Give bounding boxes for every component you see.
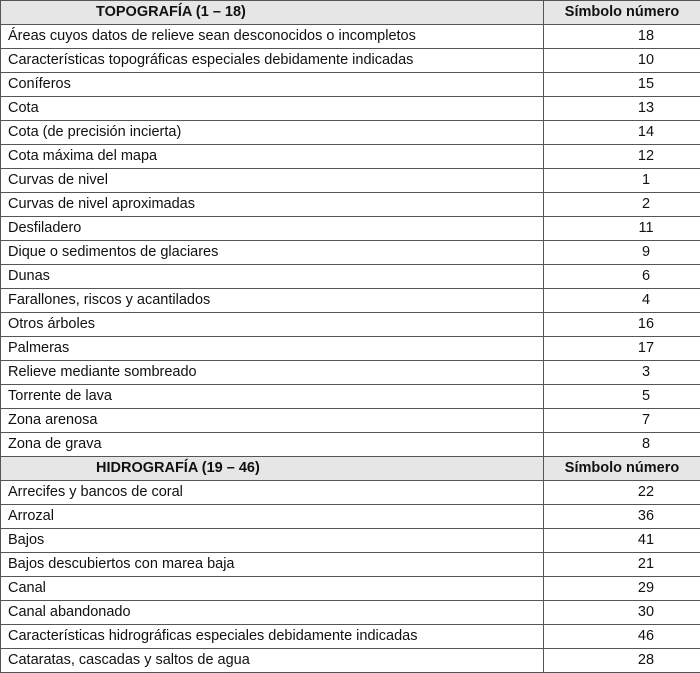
table-row <box>1 577 700 601</box>
feature-name: Cota <box>1 97 544 121</box>
table-row <box>1 241 700 265</box>
table-row <box>1 193 700 217</box>
table-row <box>1 433 700 457</box>
feature-name: Arrozal <box>1 505 544 529</box>
table-row <box>1 313 700 337</box>
section-title: TOPOGRAFÍA (1 – 18) <box>1 1 544 25</box>
symbol-number-header: Símbolo número <box>544 1 700 25</box>
feature-name: Dique o sedimentos de glaciares <box>1 241 544 265</box>
table-row <box>1 601 700 625</box>
feature-name: Zona de grava <box>1 433 544 457</box>
feature-name: Bajos descubiertos con marea baja <box>1 553 544 577</box>
feature-name: Otros árboles <box>1 313 544 337</box>
symbol-number: 3 <box>544 361 700 385</box>
symbol-number: 7 <box>544 409 700 433</box>
symbol-number: 36 <box>544 505 700 529</box>
table-row <box>1 337 700 361</box>
symbol-number: 2 <box>544 193 700 217</box>
feature-name: Cataratas, cascadas y saltos de agua <box>1 649 544 673</box>
symbol-number: 14 <box>544 121 700 145</box>
feature-name: Curvas de nivel aproximadas <box>1 193 544 217</box>
feature-name: Áreas cuyos datos de relieve sean desconocidos o incompletos <box>1 25 544 49</box>
symbol-number: 29 <box>544 577 700 601</box>
table-row <box>1 649 700 673</box>
feature-name: Canal <box>1 577 544 601</box>
feature-name: Desfiladero <box>1 217 544 241</box>
table-row <box>1 481 700 505</box>
feature-name: Zona arenosa <box>1 409 544 433</box>
symbol-number: 5 <box>544 385 700 409</box>
symbol-number: 22 <box>544 481 700 505</box>
table-row <box>1 169 700 193</box>
symbol-number: 13 <box>544 97 700 121</box>
table-row <box>1 145 700 169</box>
symbol-number: 4 <box>544 289 700 313</box>
symbol-number: 41 <box>544 529 700 553</box>
symbol-number: 8 <box>544 433 700 457</box>
table-row <box>1 505 700 529</box>
table-row <box>1 361 700 385</box>
symbol-number: 15 <box>544 73 700 97</box>
symbol-number: 18 <box>544 25 700 49</box>
table-row <box>1 25 700 49</box>
feature-name: Dunas <box>1 265 544 289</box>
feature-name: Coníferos <box>1 73 544 97</box>
feature-name: Cota (de precisión incierta) <box>1 121 544 145</box>
table-row <box>1 409 700 433</box>
feature-name: Palmeras <box>1 337 544 361</box>
symbol-number: 30 <box>544 601 700 625</box>
symbol-number: 1 <box>544 169 700 193</box>
section-header-row <box>1 1 700 25</box>
section-title: HIDROGRAFÍA (19 – 46) <box>1 457 544 481</box>
feature-name: Torrente de lava <box>1 385 544 409</box>
feature-name: Farallones, riscos y acantilados <box>1 289 544 313</box>
symbol-number: 21 <box>544 553 700 577</box>
table-row <box>1 553 700 577</box>
feature-name: Cota máxima del mapa <box>1 145 544 169</box>
table-row <box>1 73 700 97</box>
section-header-row <box>1 457 700 481</box>
feature-name: Canal abandonado <box>1 601 544 625</box>
symbol-number: 46 <box>544 625 700 649</box>
symbol-number: 17 <box>544 337 700 361</box>
symbol-number: 12 <box>544 145 700 169</box>
symbol-number: 10 <box>544 49 700 73</box>
table-row <box>1 217 700 241</box>
feature-name: Curvas de nivel <box>1 169 544 193</box>
feature-name: Arrecifes y bancos de coral <box>1 481 544 505</box>
symbol-number: 28 <box>544 649 700 673</box>
table-row <box>1 265 700 289</box>
feature-name: Características hidrográficas especiales debidamente indicadas <box>1 625 544 649</box>
symbol-number: 16 <box>544 313 700 337</box>
symbol-number-header: Símbolo número <box>544 457 700 481</box>
table-row <box>1 385 700 409</box>
feature-name: Bajos <box>1 529 544 553</box>
table-row <box>1 97 700 121</box>
table-row <box>1 529 700 553</box>
table-row <box>1 289 700 313</box>
feature-name: Características topográficas especiales debidamente indicadas <box>1 49 544 73</box>
table-row <box>1 49 700 73</box>
symbol-number: 9 <box>544 241 700 265</box>
table-row <box>1 121 700 145</box>
symbol-number: 6 <box>544 265 700 289</box>
symbol-number: 11 <box>544 217 700 241</box>
table-row <box>1 625 700 649</box>
feature-name: Relieve mediante sombreado <box>1 361 544 385</box>
